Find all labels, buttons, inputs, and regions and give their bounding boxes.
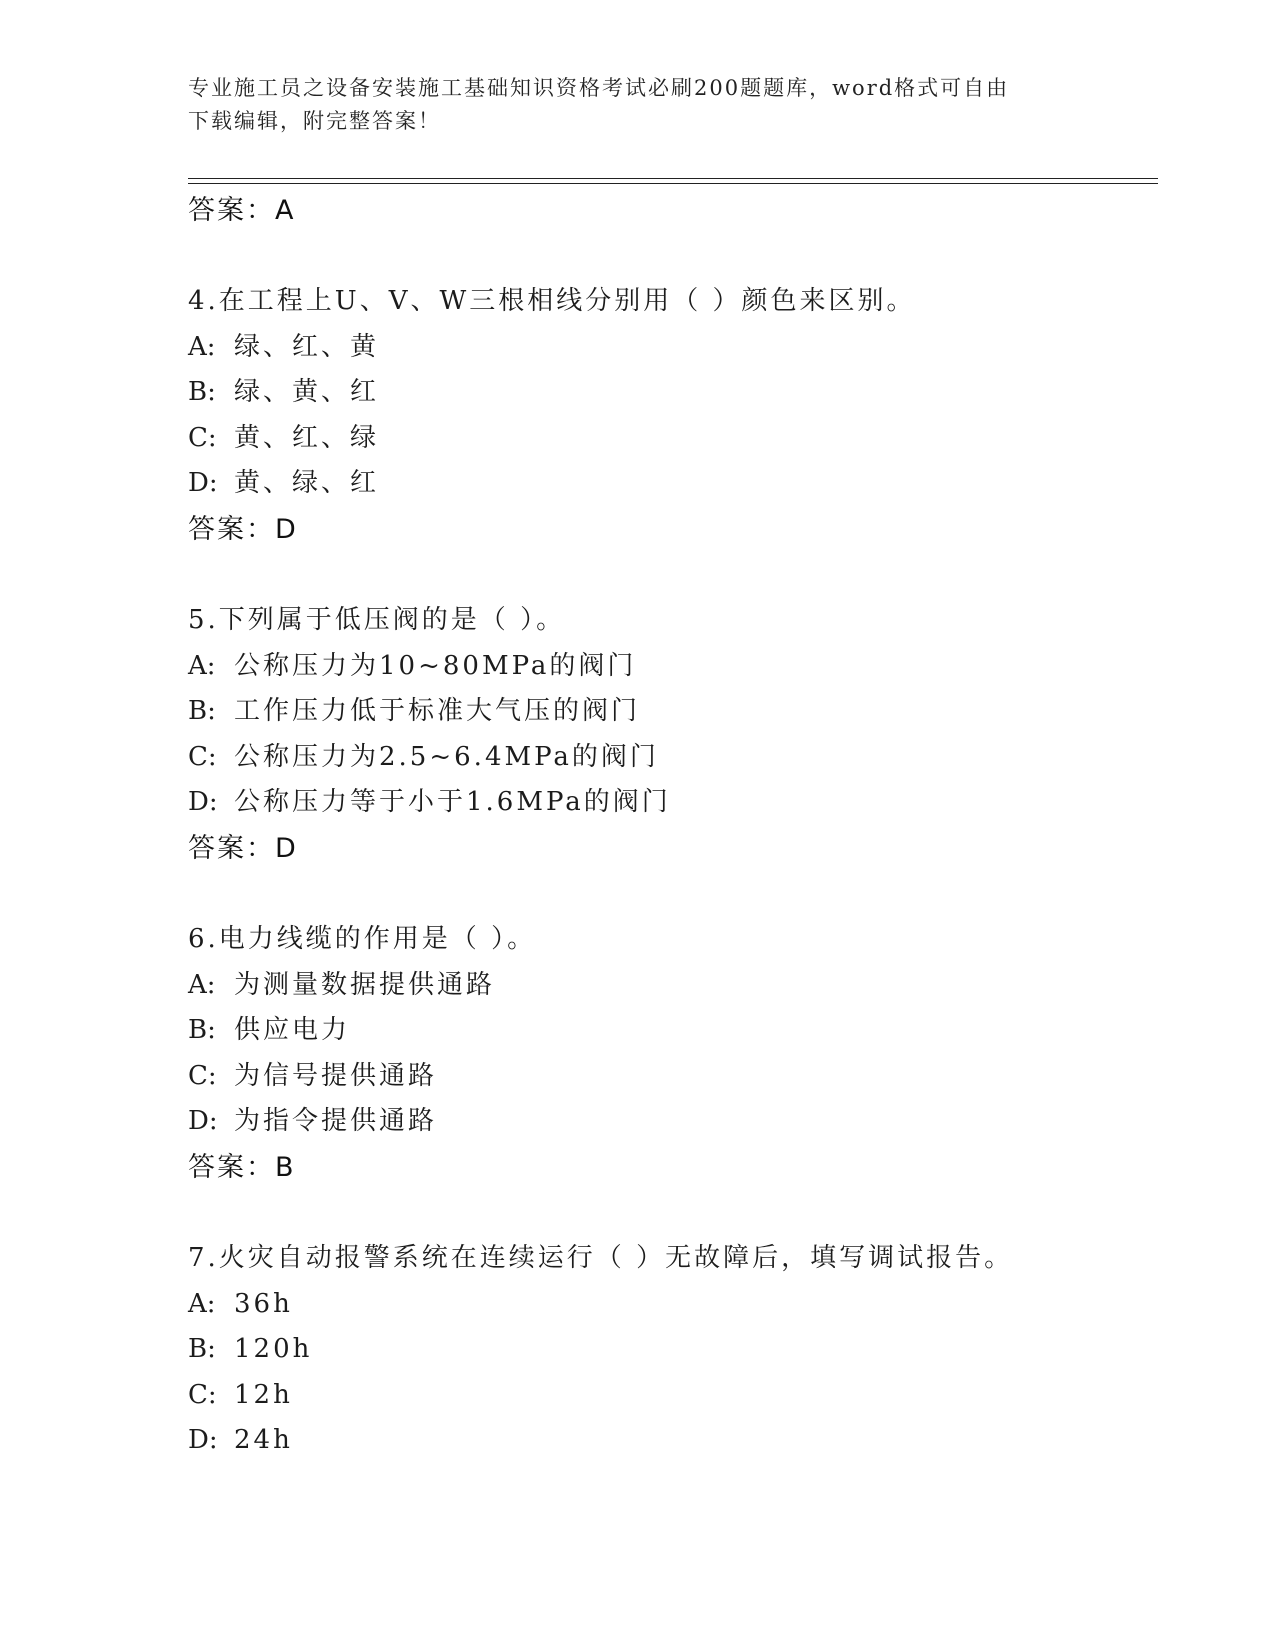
answer-value: A bbox=[275, 195, 295, 226]
option-key: C: bbox=[188, 741, 217, 772]
option-b bbox=[188, 370, 1158, 416]
answer-value: D bbox=[275, 832, 297, 864]
answer-label: 答案： bbox=[188, 832, 275, 864]
option-text: 公称压力为2.5~6.4MPa的阀门 bbox=[234, 741, 659, 772]
option-key: C: bbox=[188, 422, 217, 453]
option-d bbox=[188, 1099, 1158, 1145]
option-key: D: bbox=[188, 787, 218, 818]
answer-label: 答案： bbox=[188, 513, 275, 545]
option-key: C: bbox=[188, 1379, 217, 1410]
option-text: 黄、绿、红 bbox=[234, 468, 380, 499]
option-key: D: bbox=[188, 468, 218, 499]
option-d bbox=[188, 780, 1158, 826]
option-text: 36h bbox=[234, 1288, 293, 1319]
option-key: B: bbox=[188, 696, 216, 727]
header-rule-bottom bbox=[188, 183, 1158, 184]
header-line-1: 专业施工员之设备安装施工基础知识资格考试必刷200题题库，word格式可自由 bbox=[188, 76, 1010, 100]
option-a bbox=[188, 644, 1158, 690]
option-a bbox=[188, 1282, 1158, 1328]
answer-line bbox=[188, 1145, 1158, 1191]
option-key: B: bbox=[188, 1334, 216, 1365]
option-key: B: bbox=[188, 377, 216, 408]
option-d bbox=[188, 1418, 1158, 1464]
header-rule-top bbox=[188, 178, 1158, 179]
answer-line bbox=[188, 826, 1158, 872]
answer-value: B bbox=[275, 1151, 295, 1183]
option-c bbox=[188, 1054, 1158, 1100]
option-key: C: bbox=[188, 1060, 217, 1091]
option-b bbox=[188, 1327, 1158, 1373]
option-c bbox=[188, 1373, 1158, 1419]
option-key: A: bbox=[188, 650, 216, 681]
option-key: D: bbox=[188, 1106, 218, 1137]
option-a bbox=[188, 963, 1158, 1009]
option-text: 绿、红、黄 bbox=[234, 331, 380, 362]
option-text: 12h bbox=[234, 1379, 293, 1410]
question-stem: 6.电力线缆的作用是（ ）。 bbox=[188, 923, 537, 954]
option-b bbox=[188, 1008, 1158, 1054]
question-stem: 4.在工程上U、V、W三根相线分别用（ ）颜色来区别。 bbox=[188, 286, 916, 316]
option-c bbox=[188, 416, 1158, 462]
document-header bbox=[188, 72, 1068, 138]
option-text: 120h bbox=[234, 1334, 313, 1365]
option-key: A: bbox=[188, 969, 216, 1000]
answer-value: D bbox=[275, 513, 297, 545]
option-text: 工作压力低于标准大气压的阀门 bbox=[234, 696, 641, 727]
option-text: 公称压力为10~80MPa的阀门 bbox=[234, 650, 637, 681]
option-key: B: bbox=[188, 1015, 216, 1046]
option-key: D: bbox=[188, 1425, 218, 1456]
option-b bbox=[188, 689, 1158, 735]
option-text: 为测量数据提供通路 bbox=[234, 969, 496, 1000]
option-text: 绿、黄、红 bbox=[234, 377, 380, 408]
header-line-2: 下载编辑，附完整答案！ bbox=[188, 109, 441, 133]
question-stem: 5.下列属于低压阀的是（ ）。 bbox=[188, 604, 566, 635]
option-key: A: bbox=[188, 331, 216, 362]
option-text: 公称压力等于小于1.6MPa的阀门 bbox=[234, 787, 671, 818]
answer-line bbox=[188, 507, 1158, 553]
option-text: 供应电力 bbox=[234, 1015, 351, 1046]
option-key: A: bbox=[188, 1288, 216, 1319]
answer-line bbox=[188, 188, 1158, 234]
question-stem: 7.火灾自动报警系统在连续运行（ ）无故障后，填写调试报告。 bbox=[188, 1242, 1014, 1273]
option-text: 为指令提供通路 bbox=[234, 1106, 438, 1137]
option-d bbox=[188, 461, 1158, 507]
answer-label: 答案： bbox=[188, 195, 275, 226]
option-text: 24h bbox=[234, 1425, 293, 1456]
option-text: 黄、红、绿 bbox=[234, 422, 380, 453]
option-text: 为信号提供通路 bbox=[234, 1060, 438, 1091]
answer-label: 答案： bbox=[188, 1151, 275, 1183]
option-c bbox=[188, 735, 1158, 781]
question-list bbox=[188, 188, 1158, 1464]
option-a bbox=[188, 325, 1158, 371]
